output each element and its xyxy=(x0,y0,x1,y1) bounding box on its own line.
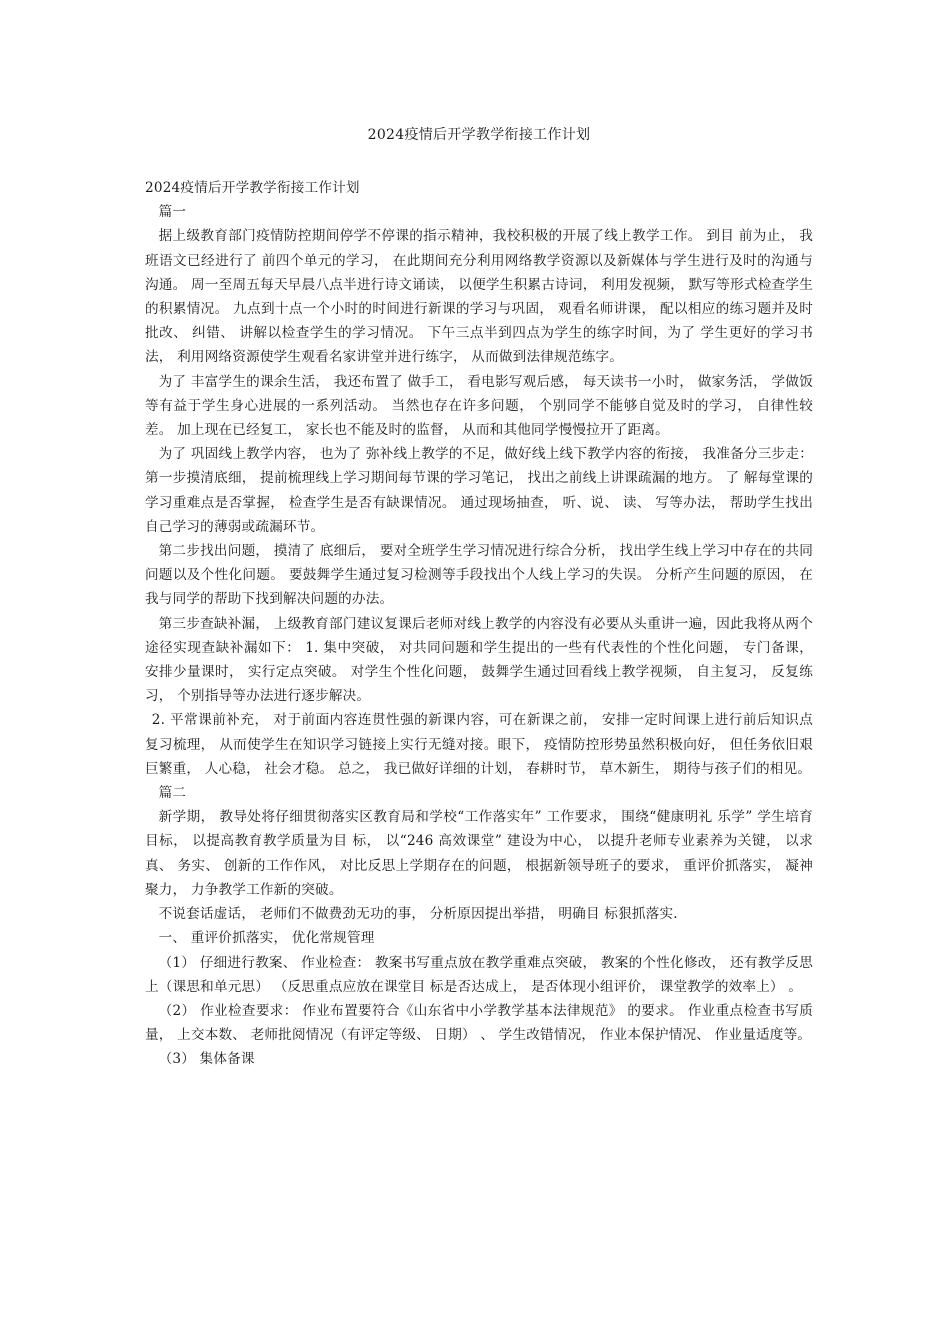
paragraph: 新学期， 教导处将仔细贯彻落实区教育局和学校“工作落实年” 工作要求， 围绕“健康明礼 乐学” 学生培育目标， 以提高教育教学质量为目 标， 以“246 高效课堂” 建设为中心， 以提升老师专业素养为关键， 以求真、 务实、 创新的工作作风， 对比反思上学期存在的问题， 根据新领导班子的要求， 重评价抓落实， 凝神聚力， 力争教学工作新的突破。 xyxy=(145,809,813,898)
paragraph: 2. 平常课前补充， 对于前面内容连贯性强的新课内容，可在新课之前， 安排一定时间课上进行前后知识点复习梳理， 从而使学生在知识学习链接上实行无缝对接。眼下， 疫情防控形势虽然积极向好， 但任务依旧艰巨繁重， 人心稳， 社会才稳。 总之， 我已做好详细的计划， 春耕时节， 草木新生， 期待与孩子们的相见。 xyxy=(145,712,813,777)
paragraph: 为了 巩固线上教学内容， 也为了 弥补线上教学的不足，做好线上线下教学内容的衔接， 我准备分三步走： 第一步摸清底细， 提前梳理线上学习期间每节课的学习笔记， 找出之前线上讲课疏漏的地方。 了 解每堂课的学习重难点是否掌握， 检查学生是否有缺课情况。 通过现场抽查， 听、说、 读、 写等办法， 帮助学生找出自己学习的薄弱或疏漏环节。 xyxy=(145,446,813,535)
section-heading-part-two: 篇二 xyxy=(158,785,187,802)
paragraph: 第二步找出问题， 摸清了 底细后， 要对全班学生学习情况进行综合分析， 找出学生线上学习中存在的共同问题以及个性化问题。 要鼓舞学生通过复习检测等手段找出个人线上学习的失误。 分析产生问题的原因， 在我与同学的帮助下找到解决问题的办法。 xyxy=(145,543,813,608)
document-title: 2024疫情后开学教学衔接工作计划 xyxy=(367,127,591,143)
list-item: （3） 集体备课 xyxy=(158,1051,255,1068)
list-item: （2） 作业检查要求： 作业布置要符合《山东省中小学教学基本法律规范》 的要求。 作业重点检查书写质量， 上交本数、 老师批阅情况（有评定等级、 日期） 、 学生改错情况， 作业本保护情况、 作业量适度等。 xyxy=(145,1002,813,1044)
paragraph: 不说套话虚话， 老师们不做费劲无功的事， 分析原因提出举措， 明确目 标狠抓落实. xyxy=(158,906,678,923)
document-subtitle: 2024疫情后开学教学衔接工作计划 xyxy=(145,180,360,196)
section-heading-part-one: 篇一 xyxy=(158,204,187,221)
paragraph: 为了 丰富学生的课余生活， 我还布置了 做手工， 看电影写观后感， 每天读书一小时， 做家务活， 学做饭等有益于学生身心进展的一系列活动。 当然也存在许多问题， 个别同学不能够自觉及时的学习， 自律性较差。 加上现在已经复工， 家长也不能及时的监督， 从而和其他同学慢慢拉开了距离。 xyxy=(145,373,813,439)
paragraph: 据上级教育部门疫情防控期间停学不停课的指示精神，我校积极的开展了线上教学工作。 到目 前为止， 我班语文已经进行了 前四个单元的学习， 在此期间充分利用网络教学资源以及新媒体与学生进行及时的沟通与沟通。 周一至周五每天早晨八点半进行诗文诵读， 以便学生积累古诗词， 利用发视频， 默写等形式检查学生的积累情况。 九点到十点一个小时的时间进行新课的学习与巩固， 观看名师讲课， 配以相应的练习题并及时批改、 纠错、 讲解以检查学生的学习情况。 下午三点半到四点为学生的练字时间，为了 学生更好的学习书法， 利用网络资源使学生观看名家讲堂并进行练字， 从而做到法律规范练字。 xyxy=(145,228,813,366)
document-page xyxy=(145,124,813,1072)
list-item: （1） 仔细进行教案、 作业检查： 教案书写重点放在教学重难点突破， 教案的个性化修改， 还有教学反思上（课思和单元思） （反思重点应放在课堂目 标是否达成上， 是否体现小组评价， 课堂教学的效率上） 。 xyxy=(145,954,813,995)
paragraph: 第三步查缺补漏， 上级教育部门建议复课后老师对线上教学的内容没有必要从头重讲一遍，因此我将从两个途径实现查缺补漏如下： 1. 集中突破， 对共同问题和学生提出的一些有代表性的个性化问题， 专门备课， 安排少量课时， 实行定点突破。 对学生个性化问题， 鼓舞学生通过回看线上教学视频， 自主复习， 反复练习， 个别指导等办法进行逐步解决。 xyxy=(145,615,813,705)
list-heading: 一、 重评价抓落实， 优化常规管理 xyxy=(158,930,375,947)
